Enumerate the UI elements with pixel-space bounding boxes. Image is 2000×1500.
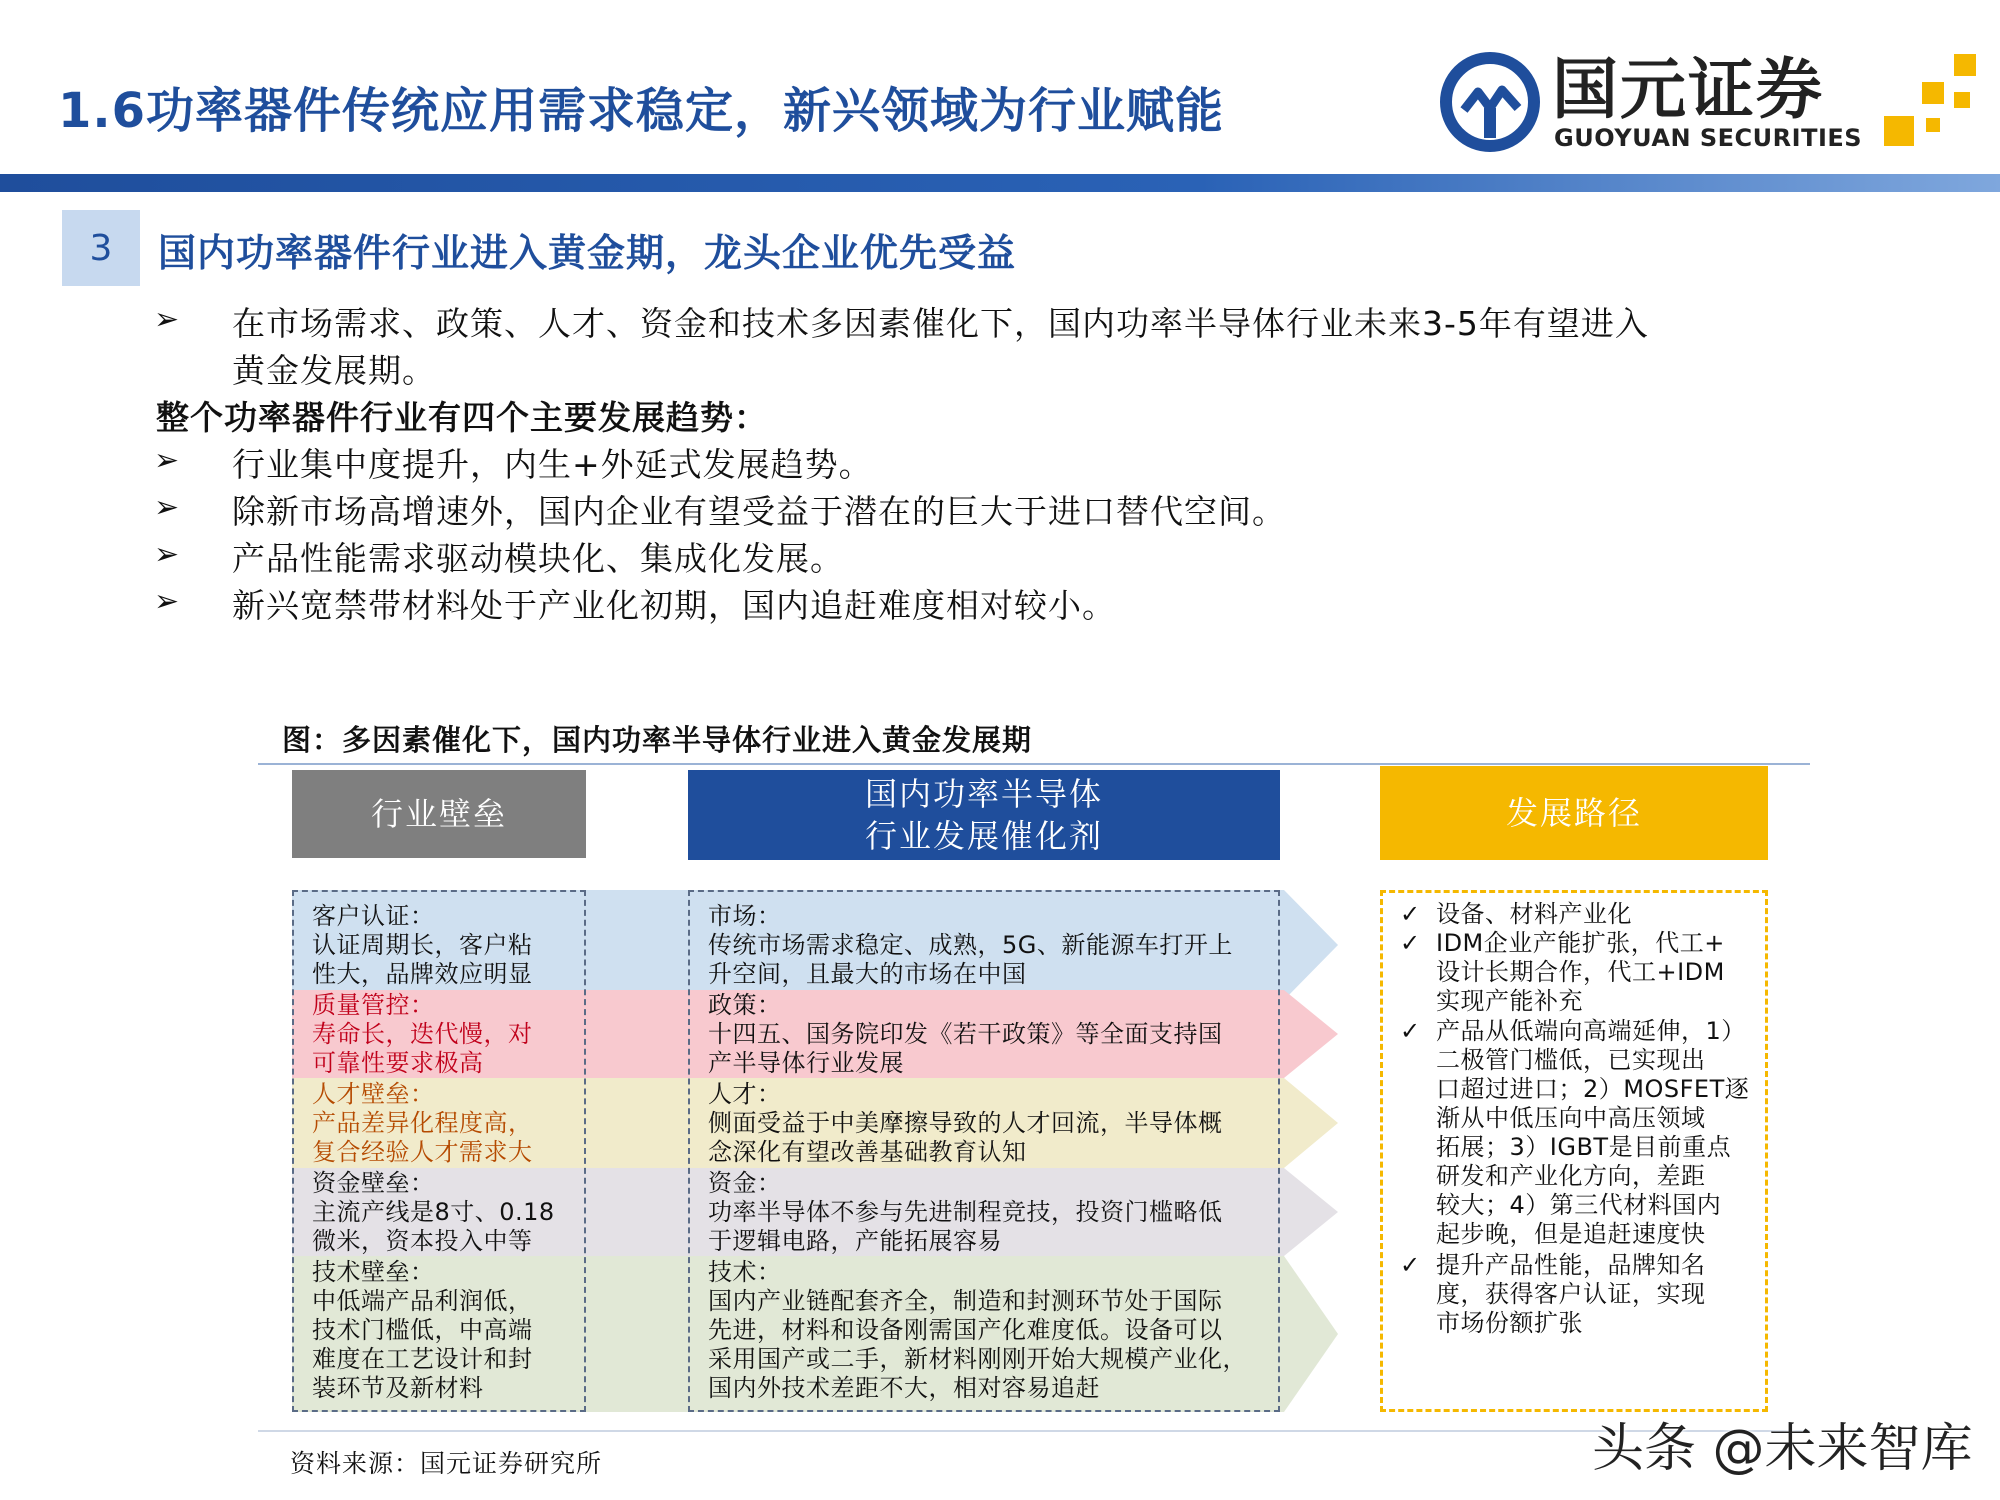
path-check-icon: ✓ — [1400, 1017, 1421, 1045]
catalyst-header-line-1: 国内功率半导体 — [864, 775, 1103, 813]
catalyst-cell: 政策： 十四五、国务院印发《若干政策》等全面支持国 产半导体行业发展 — [708, 991, 1223, 1077]
path-header: 发展路径 — [1380, 766, 1768, 860]
logo-chinese-name: 国元证券 — [1552, 51, 1824, 128]
catalyst-header-line-2: 行业发展催化剂 — [864, 817, 1103, 855]
barrier-header: 行业壁垒 — [292, 770, 586, 858]
path-item: 设备、材料产业化 — [1436, 900, 1632, 928]
figure-source: 资料来源：国元证券研究所 — [290, 1449, 603, 1478]
path-check-icon: ✓ — [1400, 1251, 1421, 1279]
catalyst-cell: 资金： 功率半导体不参与先进制程竞技，投资门槛略低 于逻辑电路，产能拓展容易 — [708, 1169, 1223, 1255]
barrier-cell: 质量管控： 寿命长，迭代慢，对 可靠性要求极高 — [312, 991, 533, 1077]
bullet-arrow-icon: ➢ — [154, 490, 180, 525]
bullet-arrow-icon: ➢ — [154, 302, 180, 337]
path-item: 产品从低端向高端延伸，1） 二极管门槛低，已实现出 口超过进口；2）MOSFET逐 渐从中低压向中高压领域 拓展；3）IGBT是目前重点 研发和产业化方向，差距 较大；4）第三代材料国内 起步晚，但是追赶速度快 — [1436, 1017, 1750, 1248]
catalyst-cell: 技术： 国内产业链配套齐全，制造和封测环节处于国际 先进，材料和设备刚需国产化难度低。设备可以 采用国产或二手，新材料刚刚开始大规模产业化， 国内外技术差距不大，相对容易追赶 — [708, 1258, 1247, 1402]
catalyst-cell: 市场： 传统市场需求稳定、成熟，5G、新能源车打开上 升空间，且最大的市场在中国 — [708, 902, 1233, 988]
section-title: 国内功率器件行业进入黄金期，龙头企业优先受益 — [158, 231, 1017, 275]
figure-caption: 图：多因素催化下，国内功率半导体行业进入黄金发展期 — [282, 723, 1033, 757]
bullet-arrow-icon: ➢ — [154, 537, 180, 572]
barrier-cell: 资金壁垒： 主流产线是8寸、0.18 微米，资本投入中等 — [312, 1169, 555, 1255]
bullet-arrow-icon: ➢ — [154, 584, 180, 619]
section-number: 3 — [62, 210, 140, 286]
trend-item: 新兴宽禁带材料处于产业化初期，国内追赶难度相对较小。 — [232, 586, 1116, 625]
trend-item: 除新市场高增速外，国内企业有望受益于潜在的巨大于进口替代空间。 — [232, 492, 1286, 531]
intro-line-2: 黄金发展期。 — [232, 351, 436, 390]
path-check-icon: ✓ — [1400, 929, 1421, 957]
barrier-cell: 技术壁垒： 中低端产品利润低， 技术门槛低，中高端 难度在工艺设计和封 装环节及新材料 — [312, 1258, 533, 1402]
path-item: 提升产品性能，品牌知名 度，获得客户认证，实现 市场份额扩张 — [1436, 1251, 1706, 1337]
bullet-arrow-icon: ➢ — [154, 443, 180, 478]
catalyst-cell: 人才： 侧面受益于中美摩擦导致的人才回流，半导体概 念深化有望改善基础教育认知 — [708, 1080, 1223, 1166]
trend-item: 行业集中度提升，内生+外延式发展趋势。 — [232, 445, 873, 484]
path-item: IDM企业产能扩张，代工+ 设计长期合作，代工+IDM 实现产能补充 — [1436, 929, 1725, 1015]
barrier-cell: 客户认证： 认证周期长，客户粘 性大，品牌效应明显 — [312, 902, 533, 988]
watermark-text: 头条 @未来智库 — [1592, 1419, 1973, 1479]
intro-line-1: 在市场需求、政策、人才、资金和技术多因素催化下，国内功率半导体行业未来3-5年有望进入 — [232, 304, 1649, 343]
barrier-cell: 人才壁垒： 产品差异化程度高， 复合经验人才需求大 — [312, 1080, 533, 1166]
trend-item: 产品性能需求驱动模块化、集成化发展。 — [232, 539, 844, 578]
page-title: 1.6功率器件传统应用需求稳定，新兴领域为行业赋能 — [58, 83, 1225, 139]
figure-bottom-rule — [258, 1430, 1810, 1432]
path-check-icon: ✓ — [1400, 900, 1421, 928]
logo-english-name: GUOYUAN SECURITIES — [1554, 124, 1863, 152]
trends-heading: 整个功率器件行业有四个主要发展趋势： — [156, 398, 768, 437]
